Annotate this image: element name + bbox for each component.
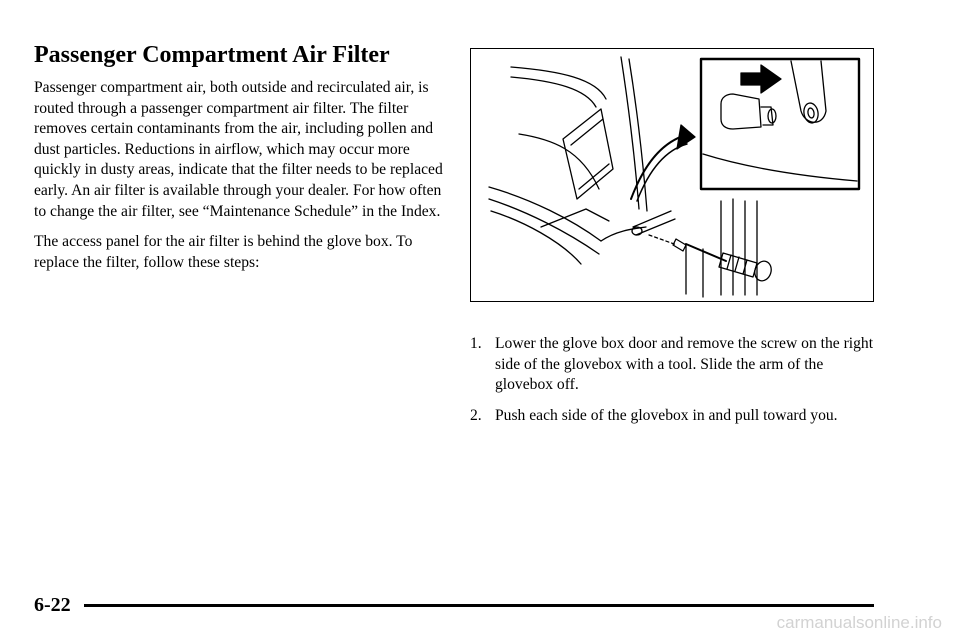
page-title: Passenger Compartment Air Filter (34, 42, 390, 68)
glovebox-figure (470, 48, 874, 302)
intro-text (34, 78, 444, 283)
step-number: 1. (470, 335, 482, 352)
curved-arrow-icon (677, 125, 695, 149)
page-number: 6-22 (34, 594, 71, 616)
step-item (470, 334, 880, 396)
footer-rule (84, 604, 874, 607)
screwdriver-icon (673, 239, 774, 283)
inset-detail (703, 61, 857, 181)
step-text: Lower the glove box door and remove the screw on the right side of the glovebox with a tool. Slide the arm of the glovebox off. (495, 335, 874, 394)
step-item (470, 406, 880, 427)
watermark: carmanualsonline.info (776, 613, 942, 632)
step-text: Push each side of the glovebox in and pull toward you. (495, 406, 838, 424)
intro-paragraph-2: The access panel for the air filter is behind the glove box. To replace the filter, follow these steps: (34, 233, 413, 271)
push-arrow-icon (741, 65, 781, 93)
step-number: 2. (470, 406, 482, 424)
steps-list (470, 334, 880, 436)
intro-paragraph-1: Passenger compartment air, both outside and recirculated air, is routed through a passenger compartment air filter. The filter removes certain contaminants from the air, including pollen and dust particles. Reductions in airflow, which may occur more quickly in dusty areas, indicate that the filter needs to be replaced early. An air filter is available through your dealer. For how often to change the air filter, see “Maintenance Schedule” in the Index. (34, 79, 443, 220)
glovebox-illustration (471, 49, 872, 300)
